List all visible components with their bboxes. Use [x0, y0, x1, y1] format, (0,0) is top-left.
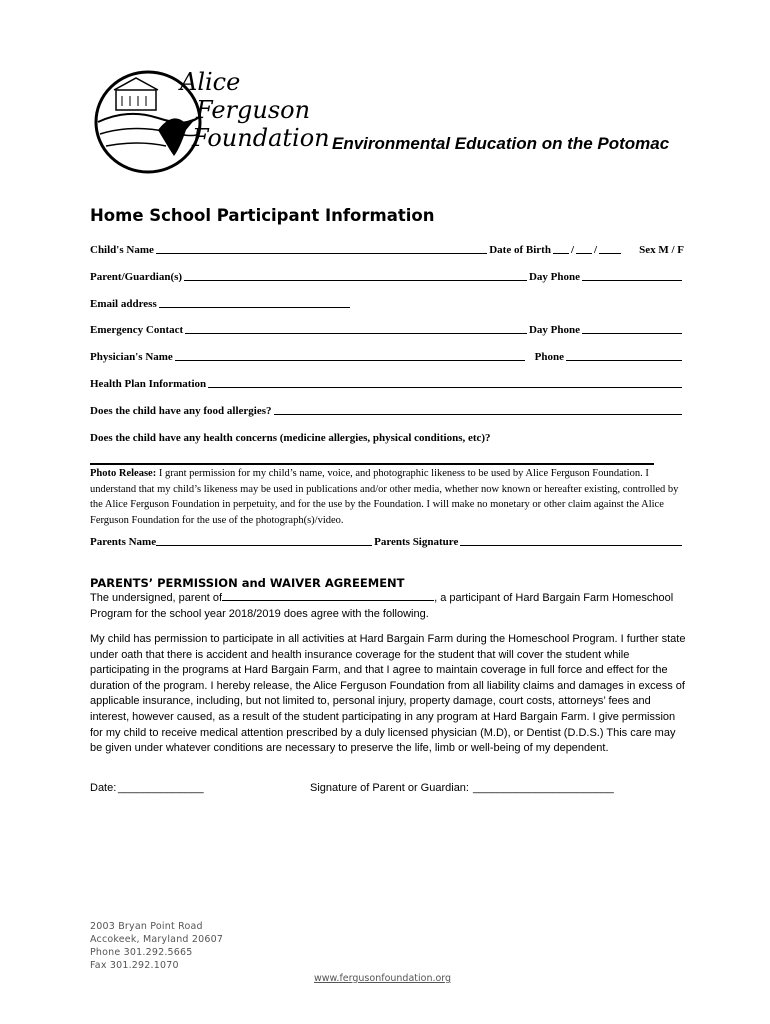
dob-year-field[interactable] [599, 243, 621, 254]
footer-phone: Phone 301.292.5665 [90, 947, 193, 958]
dob-day-field[interactable] [576, 243, 592, 254]
emergency-contact-row [90, 320, 684, 336]
guardian-signature-field[interactable]: _______________________ [473, 782, 614, 794]
physician-row [90, 347, 684, 363]
emergency-contact-field[interactable] [185, 323, 527, 334]
website-link[interactable]: www.fergusonfoundation.org [314, 973, 452, 984]
email-label: Email address [90, 298, 157, 310]
photo-release-paragraph [90, 466, 684, 528]
parent-guardian-field[interactable] [184, 270, 527, 281]
waiver-title: PARENTS’ PERMISSION and WAIVER AGREEMENT [90, 576, 405, 590]
email-row [90, 294, 352, 310]
child-name-label: Child's Name [90, 244, 154, 256]
health-concerns-label: Does the child have any health concerns (medicine allergies, physical conditions, etc)? [90, 432, 491, 444]
physician-name-label: Physician's Name [90, 351, 173, 363]
emergency-day-phone-field[interactable] [582, 323, 682, 334]
tagline: Environmental Education on the Potomac [332, 134, 670, 153]
logo-text-alice: Alice [180, 68, 241, 96]
physician-phone-label: Phone [534, 351, 564, 363]
parent-guardian-label: Parent/Guardian(s) [90, 271, 183, 283]
guardian-signature-label: Signature of Parent or Guardian: [310, 782, 469, 794]
footer-city: Accokeek, Maryland 20607 [90, 934, 224, 945]
day-phone-label: Day Phone [528, 271, 580, 283]
footer-street: 2003 Bryan Point Road [90, 921, 203, 932]
parent-guardian-row [90, 267, 684, 283]
date-of-birth-label: Date of Birth [489, 244, 551, 256]
section-divider [90, 463, 654, 465]
waiver-body-paragraph: My child has permission to participate in all activities at Hard Bargain Farm during the Homeschool Program. I further state under oath that there is accident and health insurance coverage for the student that will cover the student while participating in the programs at Hard Bargain Farm, and that I agree to maintain coverage in full force and effect for the duration of the program. I hereby release, the Alice Ferguson Foundation from all liability claims and damages in excess of applicable insurance, including, but not limited to, personal injury, property damage, court costs, attorneys’ fees and interest, however caused, as a result of the student participating in any program at Hard Bargain Farm. I give permission for my child to receive medical attention prescribed by a duly licensed physician (M.D), or Dentist (D.D.S.) This care may be given under whatever conditions are necessary to preserve the life, limb or well-being of my dependent. [90, 633, 686, 755]
parents-signature-label: Parents Signature [374, 536, 459, 548]
parents-name-signature-row [90, 532, 684, 548]
parents-signature-field[interactable] [460, 535, 682, 546]
dob-month-field[interactable] [553, 243, 569, 254]
physician-phone-field[interactable] [566, 350, 682, 361]
parents-name-label: Parents Name [90, 536, 157, 548]
date-label: Date: [90, 782, 117, 794]
photo-release-text: I grant permission for my child’s name, voice, and photographic likeness to be used by Alice Ferguson Foundation. I understand that my child’s likeness may be used in publications and/or other media, whether now known or hereafter existing, controlled by the Alice Ferguson Foundation in perpetuity, and for the use by the Foundation. I will make no monetary or other claim against the Alice Ferguson Foundation for the use of the photograph(s)/video. [90, 468, 679, 526]
waiver-intro-end: , a participant of Hard Bargain Farm Homeschool Program for the school year 2018/2019 does agree with the following. [90, 592, 674, 620]
sex-label[interactable]: Sex M / F [639, 244, 684, 256]
food-allergies-row [90, 401, 684, 417]
waiver-intro-start: The undersigned, parent of [90, 592, 223, 604]
health-concerns-row [90, 428, 684, 444]
physician-name-field[interactable] [175, 350, 525, 361]
date-field[interactable]: ______________ [118, 782, 204, 794]
emergency-contact-label: Emergency Contact [90, 324, 184, 336]
logo-text-foundation: Foundation [192, 124, 330, 152]
footer-fax: Fax 301.292.1070 [90, 960, 179, 971]
emergency-day-phone-label: Day Phone [528, 324, 580, 336]
waiver-intro-paragraph [90, 590, 690, 622]
logo-text-ferguson: Ferguson [196, 96, 311, 124]
parents-name-field[interactable] [156, 535, 372, 546]
child-name-field[interactable] [156, 243, 487, 254]
child-name-blank[interactable] [222, 590, 434, 601]
alice-ferguson-foundation-logo [88, 60, 330, 178]
footer-address [90, 920, 223, 972]
email-field[interactable] [159, 297, 350, 308]
food-allergies-label: Does the child have any food allergies? [90, 405, 272, 417]
day-phone-field[interactable] [582, 270, 682, 281]
photo-release-label: Photo Release: [90, 468, 157, 479]
waiver-signature-row [90, 781, 690, 797]
form-title: Home School Participant Information [90, 206, 435, 225]
food-allergies-field[interactable] [274, 404, 683, 415]
health-plan-row [90, 374, 684, 390]
health-plan-label: Health Plan Information [90, 378, 207, 390]
health-plan-field[interactable] [208, 377, 682, 388]
child-name-row: Child's Name Date of Birth / / Sex M / F [90, 244, 684, 256]
